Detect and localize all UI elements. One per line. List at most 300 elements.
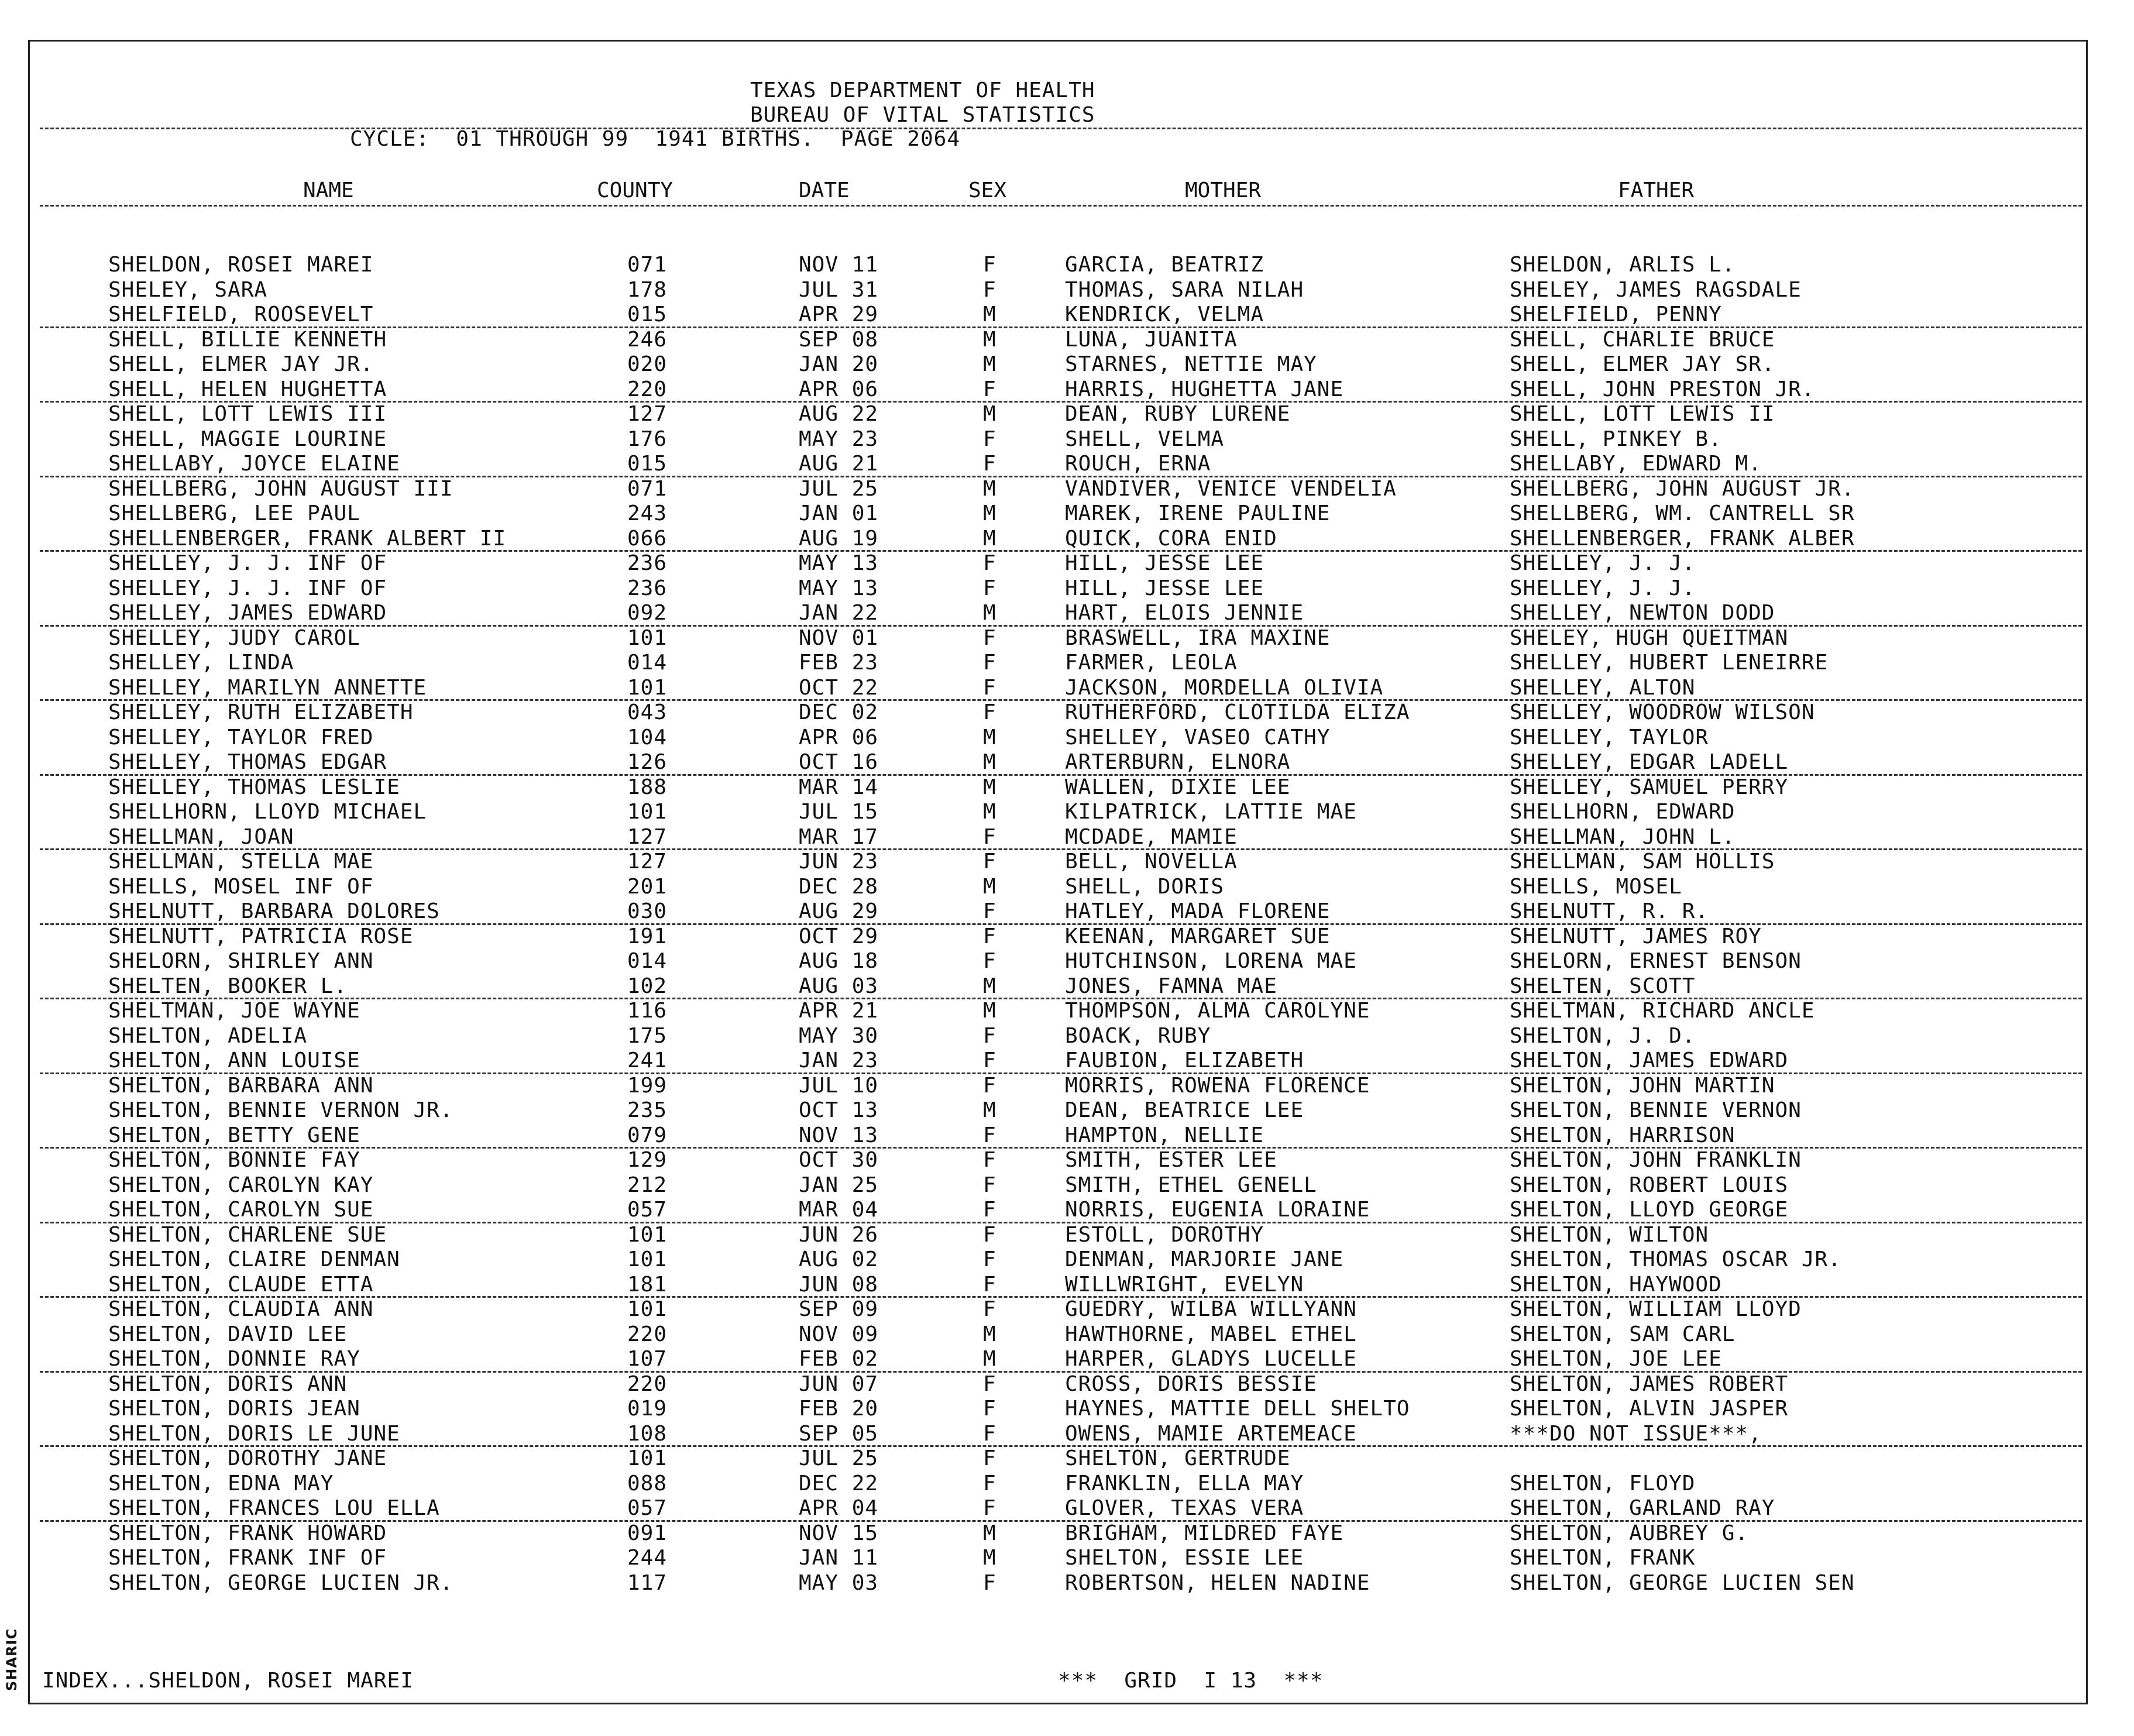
cell-county: 092 — [627, 601, 668, 625]
cell-mother: GARCIA, BEATRIZ — [1065, 253, 1264, 277]
cell-name: SHELLABY, JOYCE ELAINE — [108, 452, 400, 476]
cell-name: SHELTON, BONNIE FAY — [108, 1148, 360, 1172]
cell-father: SHELLEY, ALTON — [1510, 675, 1696, 700]
cell-county: 117 — [627, 1570, 668, 1595]
cell-mother: KENDRICK, VELMA — [1065, 302, 1264, 326]
cell-father: SHELTON, FLOYD — [1510, 1471, 1696, 1496]
cell-mother: DEAN, RUBY LURENE — [1065, 402, 1291, 426]
cell-father: SHELTON, JAMES EDWARD — [1510, 1049, 1789, 1072]
cell-date: FEB 23 — [799, 651, 879, 675]
cell-sex: F — [983, 1198, 996, 1222]
cell-date: MAR 04 — [799, 1198, 879, 1222]
cell-father: SHELLABY, EDWARD M. — [1510, 452, 1762, 476]
table-row — [0, 1024, 2134, 1049]
table-row — [0, 601, 2134, 625]
table-row — [0, 676, 2134, 700]
cell-name: SHELFIELD, ROOSEVELT — [108, 302, 374, 326]
header-divider — [40, 128, 2082, 129]
cell-father: SHELL, LOTT LEWIS II — [1510, 402, 1775, 426]
cell-county: 101 — [627, 1247, 668, 1271]
cell-date: JUL 31 — [799, 277, 879, 302]
cell-date: FEB 02 — [799, 1347, 879, 1371]
cell-date: JAN 01 — [799, 501, 879, 525]
cell-county: 091 — [627, 1521, 668, 1545]
table-row — [0, 1521, 2134, 1546]
cell-sex: F — [983, 1173, 996, 1197]
cell-father: SHELTON, ALVIN JASPER — [1510, 1397, 1789, 1421]
cell-county: 129 — [627, 1148, 668, 1172]
cell-father: SHELDON, ARLIS L. — [1510, 253, 1736, 277]
cell-name: SHELTON, DONNIE RAY — [108, 1347, 360, 1371]
cell-date: MAR 17 — [799, 824, 879, 849]
cell-father: SHELL, CHARLIE BRUCE — [1510, 327, 1775, 352]
cell-father: SHELTON, BENNIE VERNON — [1510, 1098, 1802, 1122]
cell-name: SHELTON, FRANCES LOU ELLA — [108, 1496, 440, 1520]
table-row — [0, 726, 2134, 750]
cell-county: 088 — [627, 1471, 668, 1496]
cell-date: JUL 25 — [799, 476, 879, 501]
cell-mother: FARMER, LEOLA — [1065, 651, 1238, 675]
cell-county: 071 — [627, 253, 668, 277]
table-row — [0, 1098, 2134, 1123]
cell-date: NOV 15 — [799, 1521, 879, 1545]
table-row — [0, 576, 2134, 601]
cell-father: SHELL, ELMER JAY SR. — [1510, 352, 1775, 376]
cell-sex: M — [983, 501, 996, 525]
table-row — [0, 452, 2134, 476]
cell-county: 244 — [627, 1546, 668, 1570]
cell-sex: F — [983, 1471, 996, 1496]
cell-sex: M — [983, 874, 996, 899]
cell-county: 015 — [627, 452, 668, 476]
cell-father: SHELTON, HAYWOOD — [1510, 1272, 1722, 1297]
cell-name: SHELLBERG, LEE PAUL — [108, 501, 360, 525]
cell-mother: HARPER, GLADYS LUCELLE — [1065, 1347, 1357, 1371]
cell-mother: KILPATRICK, LATTIE MAE — [1065, 800, 1357, 824]
cell-father: SHELLEY, TAYLOR — [1510, 725, 1709, 750]
cell-name: SHELTON, GEORGE LUCIEN JR. — [108, 1570, 453, 1595]
cell-name: SHELTMAN, JOE WAYNE — [108, 999, 360, 1023]
cell-date: FEB 20 — [799, 1397, 879, 1421]
cell-name: SHELORN, SHIRLEY ANN — [108, 949, 374, 973]
cell-name: SHELTON, ANN LOUISE — [108, 1049, 360, 1072]
cell-sex: M — [983, 974, 996, 998]
cell-sex: F — [983, 427, 996, 451]
cell-date: APR 04 — [799, 1496, 879, 1520]
cell-father: SHELLBERG, WM. CANTRELL SR — [1510, 501, 1855, 525]
table-row — [0, 1223, 2134, 1247]
cell-father: SHELLEY, J. J. — [1510, 551, 1696, 575]
table-row — [0, 626, 2134, 651]
column-header-mother: MOTHER — [1185, 178, 1262, 202]
cell-mother: RUTHERFORD, CLOTILDA ELIZA — [1065, 700, 1410, 724]
cell-date: JUN 07 — [799, 1371, 879, 1396]
cell-father: SHELTON, SAM CARL — [1510, 1322, 1736, 1346]
table-row — [0, 377, 2134, 402]
cell-sex: F — [983, 700, 996, 724]
table-row — [0, 328, 2134, 352]
cell-mother: DENMAN, MARJORIE JANE — [1065, 1247, 1344, 1271]
cell-father: SHELL, PINKEY B. — [1510, 427, 1722, 451]
cell-father: SHELORN, ERNEST BENSON — [1510, 949, 1802, 973]
cell-mother: ESTOLL, DOROTHY — [1065, 1222, 1264, 1247]
cell-name: SHELL, MAGGIE LOURINE — [108, 427, 387, 451]
cell-county: 199 — [627, 1073, 668, 1098]
cell-sex: F — [983, 1397, 996, 1421]
cell-sex: M — [983, 352, 996, 376]
table-row — [0, 1297, 2134, 1322]
cell-sex: F — [983, 949, 996, 973]
cell-sex: F — [983, 253, 996, 277]
cell-mother: MCDADE, MAMIE — [1065, 824, 1238, 849]
cell-county: 043 — [627, 700, 668, 724]
cell-date: JUN 23 — [799, 850, 879, 874]
cell-name: SHELLS, MOSEL INF OF — [108, 874, 374, 899]
column-header-divider — [40, 205, 2082, 207]
cell-mother: HART, ELOIS JENNIE — [1065, 601, 1304, 625]
cell-name: SHELEY, SARA — [108, 277, 268, 302]
cell-mother: BRIGHAM, MILDRED FAYE — [1065, 1521, 1344, 1545]
cell-name: SHELTON, DORIS JEAN — [108, 1397, 360, 1421]
cell-mother: HATLEY, MADA FLORENE — [1065, 899, 1331, 923]
cell-county: 127 — [627, 402, 668, 426]
table-row — [0, 527, 2134, 551]
cell-mother: SHELL, VELMA — [1065, 427, 1225, 451]
cell-mother: ARTERBURN, ELNORA — [1065, 750, 1291, 774]
table-row — [0, 501, 2134, 526]
column-header-sex: SEX — [968, 178, 1007, 202]
table-row — [0, 1372, 2134, 1397]
cell-county: 178 — [627, 277, 668, 302]
table-row — [0, 352, 2134, 377]
cell-mother: SHELTON, ESSIE LEE — [1065, 1546, 1304, 1570]
cell-sex: F — [983, 675, 996, 700]
cell-date: JAN 11 — [799, 1546, 879, 1570]
cell-county: 108 — [627, 1421, 668, 1446]
cell-mother: CROSS, DORIS BESSIE — [1065, 1371, 1317, 1396]
cell-name: SHELLEY, THOMAS LESLIE — [108, 775, 400, 799]
cell-sex: F — [983, 452, 996, 476]
cell-date: JUN 26 — [799, 1222, 879, 1247]
cell-name: SHELTON, BENNIE VERNON JR. — [108, 1098, 453, 1122]
cell-sex: F — [983, 1570, 996, 1595]
cell-sex: M — [983, 402, 996, 426]
cell-mother: HILL, JESSE LEE — [1065, 576, 1264, 600]
cell-date: JAN 25 — [799, 1173, 879, 1197]
cell-name: SHELNUTT, PATRICIA ROSE — [108, 924, 414, 948]
cell-name: SHELL, HELEN HUGHETTA — [108, 377, 387, 401]
table-row — [0, 974, 2134, 999]
cell-sex: F — [983, 924, 996, 948]
cell-father: SHELTON, WILTON — [1510, 1222, 1709, 1247]
cell-mother: DEAN, BEATRICE LEE — [1065, 1098, 1304, 1122]
cell-sex: M — [983, 601, 996, 625]
cell-date: APR 29 — [799, 302, 879, 326]
cell-date: APR 06 — [799, 725, 879, 750]
cell-date: SEP 08 — [799, 327, 879, 352]
table-row — [0, 1422, 2134, 1446]
cell-mother: HAYNES, MATTIE DELL SHELTO — [1065, 1397, 1410, 1421]
cell-county: 212 — [627, 1173, 668, 1197]
cell-sex: F — [983, 1272, 996, 1297]
cell-date: SEP 09 — [799, 1297, 879, 1321]
cell-father: SHELTON, JOHN FRANKLIN — [1510, 1148, 1802, 1172]
cell-name: SHELTON, ADELIA — [108, 1023, 308, 1048]
table-row — [0, 750, 2134, 775]
cell-county: 101 — [627, 1446, 668, 1470]
cell-name: SHELL, BILLIE KENNETH — [108, 327, 387, 352]
column-header-county: COUNTY — [597, 178, 673, 202]
cell-name: SHELLEY, TAYLOR FRED — [108, 725, 374, 750]
cell-name: SHELTEN, BOOKER L. — [108, 974, 348, 998]
cell-county: 220 — [627, 1371, 668, 1396]
cell-name: SHELTON, CLAUDE ETTA — [108, 1272, 374, 1297]
cell-mother: HAWTHORNE, MABEL ETHEL — [1065, 1322, 1357, 1346]
cell-county: 116 — [627, 999, 668, 1023]
cell-county: 101 — [627, 625, 668, 650]
cell-father: SHELLEY, NEWTON DODD — [1510, 601, 1775, 625]
cell-sex: F — [983, 1446, 996, 1470]
cell-mother: FRANKLIN, ELLA MAY — [1065, 1471, 1304, 1496]
cell-county: 235 — [627, 1098, 668, 1122]
cell-sex: M — [983, 775, 996, 799]
cell-county: 127 — [627, 824, 668, 849]
cell-mother: JONES, FAMNA MAE — [1065, 974, 1277, 998]
cell-date: DEC 22 — [799, 1471, 879, 1496]
cell-date: APR 06 — [799, 377, 879, 401]
table-row — [0, 1322, 2134, 1347]
cell-father: SHELTON, ROBERT LOUIS — [1510, 1173, 1789, 1197]
cell-sex: F — [983, 1023, 996, 1048]
cell-name: SHELL, LOTT LEWIS III — [108, 402, 387, 426]
cell-name: SHELLENBERGER, FRANK ALBERT II — [108, 526, 507, 551]
cell-county: 014 — [627, 651, 668, 675]
column-header-date: DATE — [799, 178, 850, 202]
cell-county: 057 — [627, 1198, 668, 1222]
table-row — [0, 402, 2134, 427]
cell-date: JUL 25 — [799, 1446, 879, 1470]
cell-father: SHELTON, THOMAS OSCAR JR. — [1510, 1247, 1841, 1271]
cell-sex: F — [983, 625, 996, 650]
cell-county: 014 — [627, 949, 668, 973]
cell-date: MAR 14 — [799, 775, 879, 799]
cell-sex: F — [983, 1421, 996, 1446]
cell-date: NOV 11 — [799, 253, 879, 277]
cell-date: NOV 01 — [799, 625, 879, 650]
cell-sex: F — [983, 1496, 996, 1520]
cell-mother: OWENS, MAMIE ARTEMEACE — [1065, 1421, 1357, 1446]
cell-mother: HARRIS, HUGHETTA JANE — [1065, 377, 1344, 401]
cell-date: JUL 15 — [799, 800, 879, 824]
cell-sex: F — [983, 1049, 996, 1072]
cell-name: SHELLHORN, LLOYD MICHAEL — [108, 800, 427, 824]
cell-county: 188 — [627, 775, 668, 799]
side-stamp — [2, 1628, 23, 1703]
cell-date: MAY 13 — [799, 576, 879, 600]
cell-mother: ROUCH, ERNA — [1065, 452, 1211, 476]
cell-sex: M — [983, 1546, 996, 1570]
cell-name: SHELTON, DOROTHY JANE — [108, 1446, 387, 1470]
table-row — [0, 949, 2134, 974]
cell-father: SHELEY, JAMES RAGSDALE — [1510, 277, 1802, 302]
cell-name: SHELTON, DORIS ANN — [108, 1371, 348, 1396]
cell-sex: M — [983, 1521, 996, 1545]
cell-date: NOV 13 — [799, 1123, 879, 1147]
cell-sex: F — [983, 1222, 996, 1247]
cell-county: 191 — [627, 924, 668, 948]
cell-mother: HILL, JESSE LEE — [1065, 551, 1264, 575]
cell-county: 201 — [627, 874, 668, 899]
cell-county: 057 — [627, 1496, 668, 1520]
cell-sex: M — [983, 1098, 996, 1122]
cell-name: SHELTON, CHARLENE SUE — [108, 1222, 387, 1247]
cell-mother: HAMPTON, NELLIE — [1065, 1123, 1264, 1147]
cell-sex: F — [983, 899, 996, 923]
cell-county: 020 — [627, 352, 668, 376]
index-footer: INDEX...SHELDON, ROSEI MAREI — [42, 1669, 414, 1693]
table-row — [0, 700, 2134, 725]
cell-father: SHELLHORN, EDWARD — [1510, 800, 1736, 824]
cell-county: 101 — [627, 675, 668, 700]
cell-sex: M — [983, 1322, 996, 1346]
cell-sex: F — [983, 576, 996, 600]
cell-name: SHELLMAN, JOAN — [108, 824, 294, 849]
cell-mother: BOACK, RUBY — [1065, 1023, 1211, 1048]
cell-name: SHELLEY, THOMAS EDGAR — [108, 750, 387, 774]
table-row — [0, 999, 2134, 1023]
cell-father: SHELLBERG, JOHN AUGUST JR. — [1510, 476, 1855, 501]
column-header-father: FATHER — [1618, 178, 1695, 202]
cell-mother: QUICK, CORA ENID — [1065, 526, 1277, 551]
bureau-title: BUREAU OF VITAL STATISTICS — [750, 103, 1095, 127]
cell-sex: M — [983, 725, 996, 750]
table-row — [0, 1446, 2134, 1471]
cell-county: 175 — [627, 1023, 668, 1048]
cell-father: SHELTMAN, RICHARD ANCLE — [1510, 999, 1815, 1023]
cell-date: OCT 29 — [799, 924, 879, 948]
cell-mother: STARNES, NETTIE MAY — [1065, 352, 1317, 376]
cell-father: SHELLENBERGER, FRANK ALBER — [1510, 526, 1855, 551]
cell-sex: F — [983, 1371, 996, 1396]
cell-date: OCT 22 — [799, 675, 879, 700]
cell-county: 101 — [627, 800, 668, 824]
cell-mother: SMITH, ETHEL GENELL — [1065, 1173, 1317, 1197]
table-row — [0, 427, 2134, 452]
cell-mother: BELL, NOVELLA — [1065, 850, 1238, 874]
cell-name: SHELL, ELMER JAY JR. — [108, 352, 374, 376]
cell-county: 071 — [627, 476, 668, 501]
cell-father: SHELTON, LLOYD GEORGE — [1510, 1198, 1789, 1222]
cell-father: SHELTON, WILLIAM LLOYD — [1510, 1297, 1802, 1321]
cell-county: 066 — [627, 526, 668, 551]
cell-sex: M — [983, 476, 996, 501]
cell-county: 015 — [627, 302, 668, 326]
cell-mother: THOMPSON, ALMA CAROLYNE — [1065, 999, 1370, 1023]
cell-county: 176 — [627, 427, 668, 451]
table-row — [0, 1496, 2134, 1521]
cell-sex: F — [983, 1148, 996, 1172]
cell-mother: FAUBION, ELIZABETH — [1065, 1049, 1304, 1072]
cell-mother: LUNA, JUANITA — [1065, 327, 1238, 352]
cell-county: 101 — [627, 1297, 668, 1321]
cell-date: JAN 23 — [799, 1049, 879, 1072]
cell-date: AUG 21 — [799, 452, 879, 476]
table-row — [0, 1049, 2134, 1073]
cell-mother: GLOVER, TEXAS VERA — [1065, 1496, 1304, 1520]
cell-mother: WILLWRIGHT, EVELYN — [1065, 1272, 1304, 1297]
cell-sex: F — [983, 1073, 996, 1098]
cell-county: 126 — [627, 750, 668, 774]
cell-name: SHELDON, ROSEI MAREI — [108, 253, 374, 277]
cell-county: 181 — [627, 1272, 668, 1297]
table-row — [0, 825, 2134, 850]
table-row — [0, 1546, 2134, 1570]
table-row — [0, 551, 2134, 576]
cell-sex: F — [983, 277, 996, 302]
cell-county: 241 — [627, 1049, 668, 1072]
cell-date: JUL 10 — [799, 1073, 879, 1098]
cell-date: AUG 29 — [799, 899, 879, 923]
cell-mother: SHELLEY, VASEO CATHY — [1065, 725, 1331, 750]
table-row — [0, 899, 2134, 924]
cell-father: SHELL, JOHN PRESTON JR. — [1510, 377, 1815, 401]
cell-name: SHELLEY, RUTH ELIZABETH — [108, 700, 414, 724]
cell-date: DEC 28 — [799, 874, 879, 899]
cell-mother: WALLEN, DIXIE LEE — [1065, 775, 1291, 799]
cell-date: JAN 22 — [799, 601, 879, 625]
cell-name: SHELTON, DAVID LEE — [108, 1322, 348, 1346]
table-row — [0, 800, 2134, 824]
cell-father: SHELNUTT, R. R. — [1510, 899, 1709, 923]
cell-name: SHELTON, EDNA MAY — [108, 1471, 334, 1496]
cell-father: SHELTON, HARRISON — [1510, 1123, 1736, 1147]
cell-name: SHELTON, CLAIRE DENMAN — [108, 1247, 400, 1271]
cell-mother: JACKSON, MORDELLA OLIVIA — [1065, 675, 1384, 700]
table-row — [0, 1074, 2134, 1098]
cell-name: SHELLEY, MARILYN ANNETTE — [108, 675, 427, 700]
cell-father: SHELTON, AUBREY G. — [1510, 1521, 1749, 1545]
cell-name: SHELTON, FRANK INF OF — [108, 1546, 387, 1570]
cell-father: SHELTON, GARLAND RAY — [1510, 1496, 1775, 1520]
cell-county: 236 — [627, 576, 668, 600]
cell-county: 220 — [627, 1322, 668, 1346]
column-header-name: NAME — [303, 178, 354, 202]
cell-date: MAY 23 — [799, 427, 879, 451]
cell-county: 236 — [627, 551, 668, 575]
table-row — [0, 477, 2134, 501]
cell-name: SHELTON, FRANK HOWARD — [108, 1521, 387, 1545]
cell-father: SHELTON, J. D. — [1510, 1023, 1696, 1048]
cell-county: 246 — [627, 327, 668, 352]
cell-mother: THOMAS, SARA NILAH — [1065, 277, 1304, 302]
cell-date: AUG 03 — [799, 974, 879, 998]
table-row — [0, 1472, 2134, 1496]
cell-father: SHELTON, JOHN MARTIN — [1510, 1073, 1775, 1098]
cell-mother: VANDIVER, VENICE VENDELIA — [1065, 476, 1397, 501]
table-row — [0, 278, 2134, 302]
cell-mother: GUEDRY, WILBA WILLYANN — [1065, 1297, 1357, 1321]
cell-sex: M — [983, 526, 996, 551]
cell-date: AUG 19 — [799, 526, 879, 551]
cell-county: 104 — [627, 725, 668, 750]
cell-father: SHELTON, JAMES ROBERT — [1510, 1371, 1789, 1396]
cell-sex: M — [983, 800, 996, 824]
cell-name: SHELLEY, LINDA — [108, 651, 294, 675]
table-row — [0, 924, 2134, 949]
cell-name: SHELLEY, JAMES EDWARD — [108, 601, 387, 625]
cell-sex: M — [983, 999, 996, 1023]
cell-sex: F — [983, 850, 996, 874]
